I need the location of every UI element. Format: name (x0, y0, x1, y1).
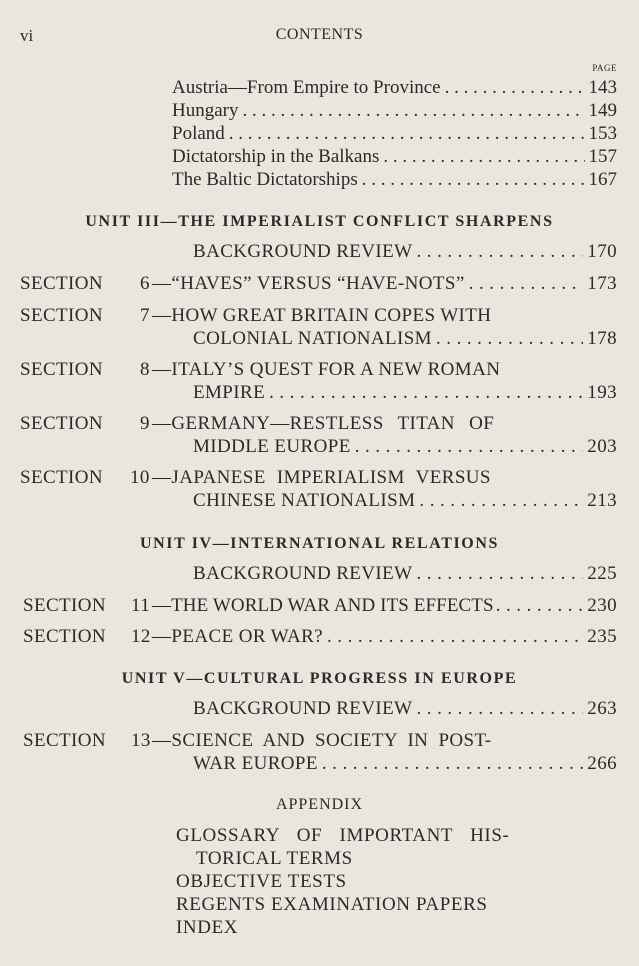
leader-dots (327, 626, 583, 648)
leader-dots (436, 328, 583, 350)
appendix-item: GLOSSARY OF IMPORTANT HIS- (176, 825, 510, 846)
leader-dots (416, 563, 583, 585)
section-label: SECTION (23, 730, 107, 751)
toc-entry (172, 169, 617, 191)
section-label: SECTION (23, 626, 107, 647)
leader-dots (269, 382, 583, 404)
toc-entry-page: 153 (588, 123, 617, 144)
page-column-label: PAGE (592, 63, 617, 73)
section-entry (152, 595, 617, 617)
section-entry-continued (193, 490, 617, 512)
section-label: SECTION (20, 467, 104, 488)
section-number: 11 (131, 595, 151, 616)
section-title-continued: EMPIRE (193, 382, 266, 403)
background-review-entry (193, 563, 617, 585)
section-title-continued: COLONIAL NATIONALISM (193, 328, 432, 349)
leader-dots (383, 146, 584, 168)
section-title-continued: CHINESE NATIONALISM (193, 490, 416, 511)
leader-dots (445, 77, 585, 99)
section-number: 7 (140, 305, 150, 326)
background-review-entry (193, 241, 617, 263)
toc-entry-title: Hungary (172, 100, 239, 121)
section-label: SECTION (20, 273, 104, 294)
appendix-item: INDEX (176, 917, 239, 938)
leader-dots (355, 436, 584, 458)
leader-dots (416, 241, 583, 263)
section-title: —GERMANY—RESTLESS TITAN OF (152, 413, 495, 434)
leader-dots (362, 169, 585, 191)
toc-entry-title: Austria—From Empire to Province (172, 77, 441, 98)
leader-dots (242, 100, 584, 122)
toc-entry-page: 149 (588, 100, 617, 121)
toc-entry (172, 100, 617, 122)
toc-entry-page: 235 (587, 626, 617, 647)
toc-entry-page: 157 (588, 146, 617, 167)
leader-dots (229, 123, 585, 145)
section-label: SECTION (20, 413, 104, 434)
section-title-continued: WAR EUROPE (193, 753, 318, 774)
toc-entry-title: BACKGROUND REVIEW (193, 698, 413, 719)
section-title: —“HAVES” VERSUS “HAVE-NOTS” (152, 273, 465, 294)
toc-entry-page: 203 (587, 436, 617, 457)
toc-entry (172, 146, 617, 168)
section-entry-continued (193, 753, 617, 775)
section-entry-continued (193, 436, 617, 458)
page-title: CONTENTS (275, 26, 364, 43)
appendix-item: REGENTS EXAMINATION PAPERS (176, 894, 488, 915)
toc-entry-page: 193 (587, 382, 617, 403)
unit-heading: UNIT III—THE IMPERIALIST CONFLICT SHARPENS (85, 213, 554, 230)
toc-entry (172, 77, 617, 99)
toc-entry-page: 143 (588, 77, 617, 98)
section-title: —THE WORLD WAR AND ITS EFFECTS (152, 595, 494, 616)
section-entry (152, 273, 617, 295)
leader-dots (469, 273, 584, 295)
appendix-item-continued: TORICAL TERMS (196, 848, 353, 869)
section-title: —ITALY’S QUEST FOR A NEW ROMAN (152, 359, 501, 380)
toc-entry-page: 230 (587, 595, 617, 616)
toc-entry-page: 178 (587, 328, 617, 349)
toc-entry-title: Poland (172, 123, 225, 144)
toc-entry-page: 173 (587, 273, 617, 294)
section-entry (152, 626, 617, 648)
section-title-continued: MIDDLE EUROPE (193, 436, 351, 457)
unit-heading: UNIT V—CULTURAL PROGRESS IN EUROPE (121, 670, 518, 687)
toc-entry-page: 167 (588, 169, 617, 190)
section-title: —HOW GREAT BRITAIN COPES WITH (152, 305, 492, 326)
section-number: 10 (130, 467, 150, 488)
section-number: 12 (131, 626, 151, 647)
section-label: SECTION (23, 595, 107, 616)
toc-entry-page: 170 (587, 241, 617, 262)
section-title: —PEACE OR WAR? (152, 626, 323, 647)
section-label: SECTION (20, 359, 104, 380)
toc-entry-page: 213 (587, 490, 617, 511)
toc-entry-title: BACKGROUND REVIEW (193, 241, 413, 262)
section-entry-continued (193, 328, 617, 350)
unit-heading: UNIT IV—INTERNATIONAL RELATIONS (139, 535, 499, 552)
leader-dots (416, 698, 583, 720)
section-entry-continued (193, 382, 617, 404)
toc-entry-page: 266 (587, 753, 617, 774)
leader-dots (496, 595, 586, 617)
toc-entry (172, 123, 617, 145)
toc-entry-title: The Baltic Dictatorships (172, 169, 358, 190)
section-title: —SCIENCE AND SOCIETY IN POST- (152, 730, 492, 751)
section-number: 13 (131, 730, 151, 751)
section-number: 8 (140, 359, 150, 380)
background-review-entry (193, 698, 617, 720)
section-title: —JAPANESE IMPERIALISM VERSUS (152, 467, 491, 488)
page-number-roman: vi (20, 26, 34, 45)
leader-dots (419, 490, 583, 512)
toc-entry-page: 263 (587, 698, 617, 719)
toc-entry-page: 225 (587, 563, 617, 584)
appendix-item: OBJECTIVE TESTS (176, 871, 347, 892)
section-number: 6 (140, 273, 150, 294)
leader-dots (322, 753, 583, 775)
toc-entry-title: Dictatorship in the Balkans (172, 146, 380, 167)
toc-entry-title: BACKGROUND REVIEW (193, 563, 413, 584)
section-number: 9 (140, 413, 150, 434)
appendix-heading: APPENDIX (275, 796, 364, 813)
section-label: SECTION (20, 305, 104, 326)
